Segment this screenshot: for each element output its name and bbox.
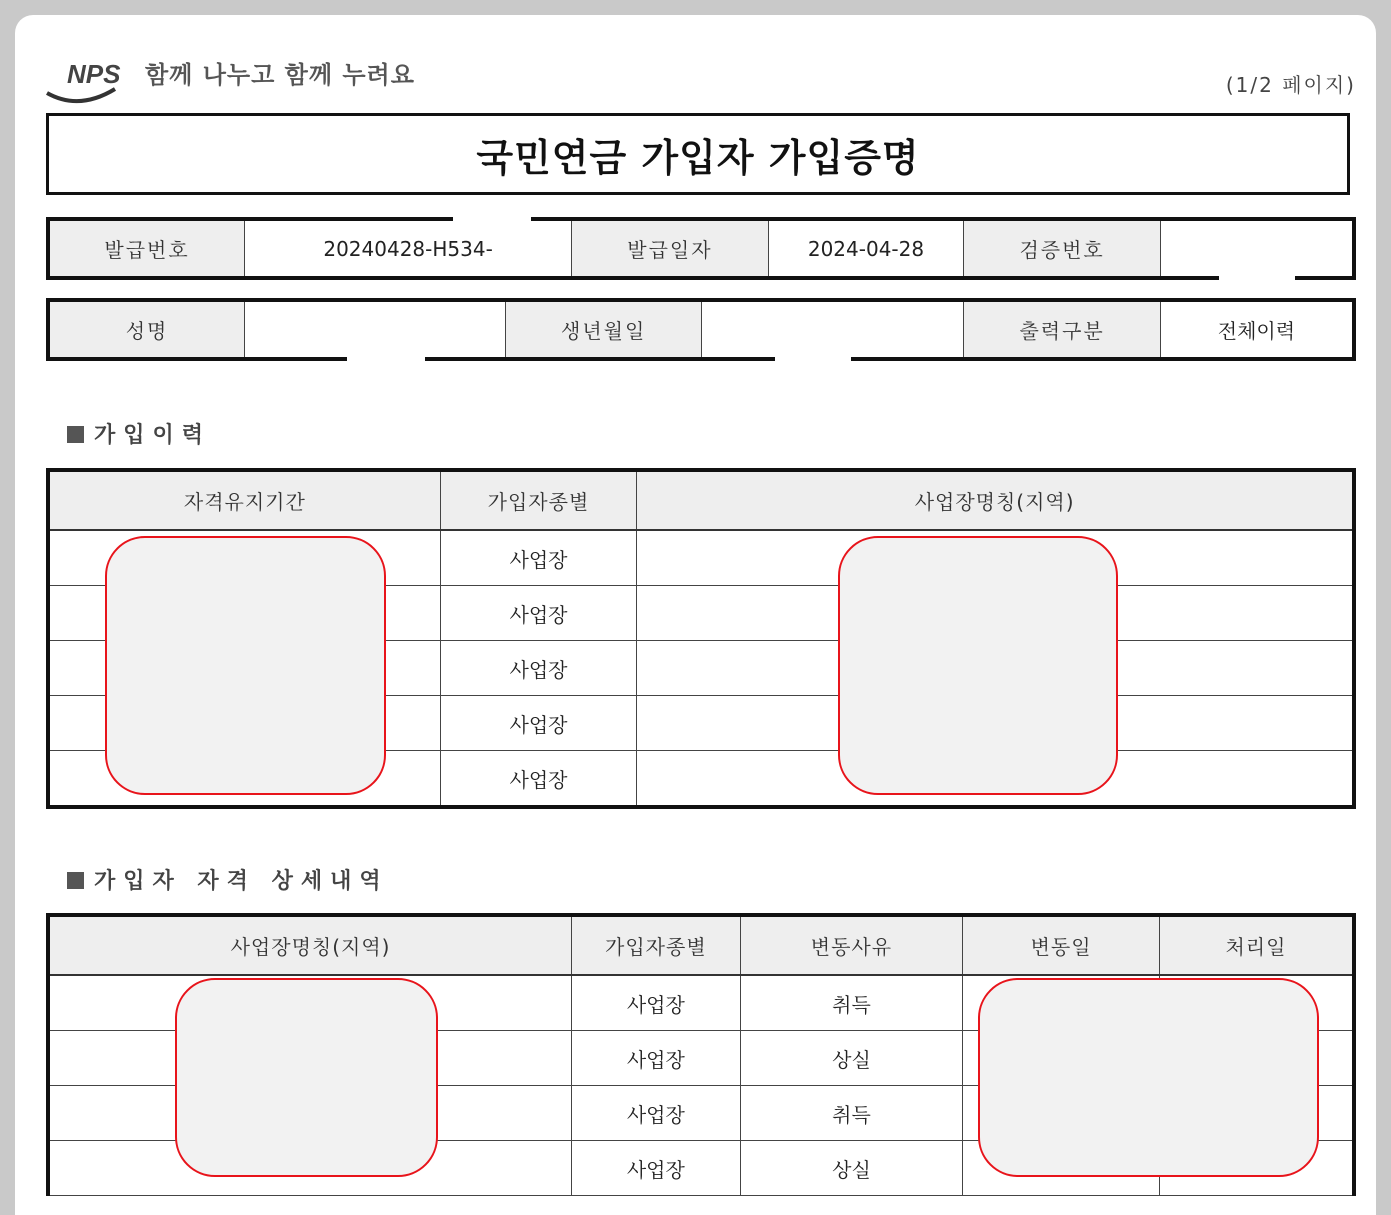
type-cell: 사업장 [440,751,637,808]
reason-cell: 취득 [740,1086,963,1141]
redaction-box [175,978,438,1177]
name-label: 성명 [48,300,245,359]
column-header: 변동사유 [740,915,963,975]
document-title-box [46,113,1350,195]
whiteout-patch [347,305,425,363]
logo-text: NPS [67,59,121,89]
column-header: 자격유지기간 [48,470,440,530]
type-cell: 사업장 [440,696,637,751]
issue-no-label: 발급번호 [48,219,245,278]
type-cell: 사업장 [572,1086,741,1141]
nps-logo-icon [45,53,141,105]
reason-cell: 상실 [740,1141,963,1196]
type-cell: 사업장 [440,641,637,696]
whiteout-patch [1219,225,1295,283]
issue-date-label: 발급일자 [572,219,769,278]
redaction-box [838,536,1118,795]
whiteout-patch [453,211,531,225]
nps-logo-header [45,53,425,105]
section-heading-text: 가입자 자격 상세내역 [94,869,389,894]
reason-cell: 상실 [740,1031,963,1086]
reason-cell: 취득 [740,975,963,1031]
document-page [15,15,1376,1215]
column-header: 사업장명칭(지역) [48,915,572,975]
birth-label: 생년월일 [505,300,702,359]
redaction-box [978,978,1319,1177]
slogan-text: 함께 나누고 함께 누려요 [145,61,415,89]
person-info-table [46,298,1356,361]
type-cell: 사업장 [440,530,637,586]
column-header: 가입자종별 [440,470,637,530]
column-header: 처리일 [1159,915,1354,975]
issue-info-table [46,217,1356,280]
issue-date-value: 2024-04-28 [768,219,964,278]
column-header: 가입자종별 [572,915,741,975]
document-title: 국민연금 가입자 가입증명 [476,135,920,180]
section-heading-text: 가입이력 [94,423,212,448]
square-bullet-icon [67,872,84,889]
type-cell: 사업장 [440,586,637,641]
verify-no-label: 검증번호 [964,219,1161,278]
redaction-box [105,536,386,795]
section-heading-history [67,418,211,449]
output-type-label: 출력구분 [964,300,1161,359]
whiteout-patch [775,305,851,373]
square-bullet-icon [67,426,84,443]
type-cell: 사업장 [572,1031,741,1086]
type-cell: 사업장 [572,975,741,1031]
column-header: 사업장명칭(지역) [637,470,1354,530]
column-header: 변동일 [963,915,1160,975]
page-indicator: (1/2 페이지) [1225,73,1356,97]
output-type-value: 전체이력 [1160,300,1354,359]
type-cell: 사업장 [572,1141,741,1196]
issue-no-value: 20240428-H534- [245,219,572,278]
section-heading-details [67,864,389,895]
